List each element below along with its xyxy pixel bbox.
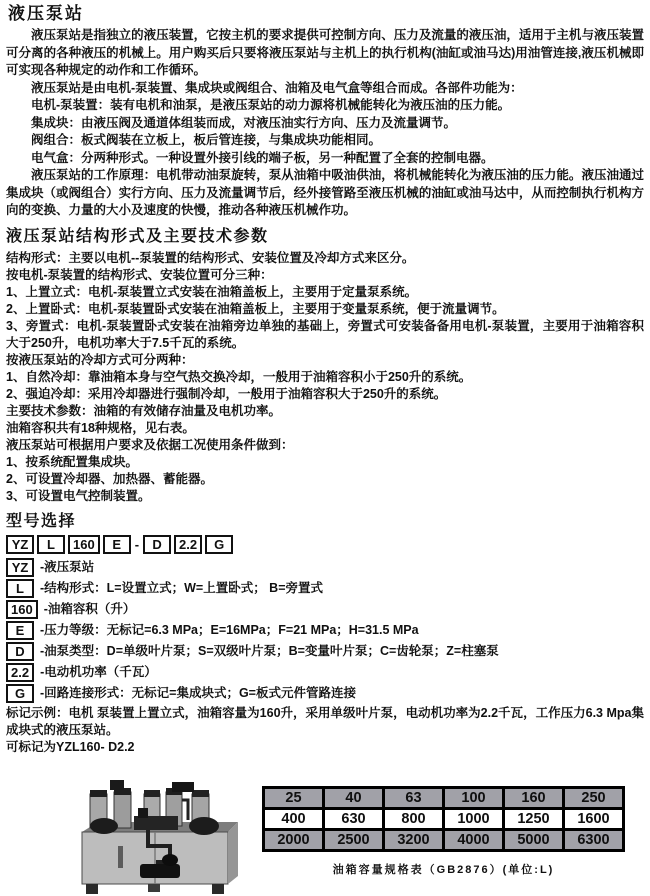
model-code bbox=[6, 535, 644, 555]
table-cell: 800 bbox=[384, 808, 444, 829]
component-text: 分两种形式。一种设置外接引线的端子板，另一种配置了全套的控制电器。 bbox=[81, 150, 494, 165]
model-code-dash: - bbox=[134, 536, 140, 552]
table-cell: 1600 bbox=[564, 808, 624, 829]
table-cell: 1250 bbox=[504, 808, 564, 829]
table-cell: 40 bbox=[324, 787, 384, 808]
spec-line: 液压泵站可根据用户要求及依据工况使用条件做到： bbox=[6, 437, 294, 452]
model-code-box-circuit: G bbox=[205, 535, 233, 554]
model-code-box-structure: L bbox=[37, 535, 65, 554]
component-item-valve-combo bbox=[6, 132, 644, 150]
table-row bbox=[264, 787, 624, 808]
example-label: 标记示例： bbox=[6, 705, 69, 720]
pump-station-photo bbox=[52, 780, 258, 896]
spec-line: 主要技术参数：油箱的有效储存油量及电机功率。 bbox=[6, 403, 282, 418]
spec-line: 2、强迫冷却：采用冷却器进行强制冷却，一般用于油箱容积大于250升的系统。 bbox=[6, 386, 447, 401]
spec-line: 3、旁置式：电机-泵装置卧式安装在油箱旁边单独的基础上，旁置式可安装备备用电机-泵装置，主要用于油箱容积大于250升，电机功率大于7.5千瓦的系统。 bbox=[6, 318, 644, 350]
legend-row-pump-type bbox=[6, 642, 644, 661]
legend-code-box: L bbox=[6, 579, 34, 598]
bottom-section bbox=[6, 780, 644, 896]
component-item-electric-box bbox=[6, 150, 644, 168]
table-cell: 5000 bbox=[504, 829, 564, 850]
table-cell: 2500 bbox=[324, 829, 384, 850]
principle-label: 液压泵站的工作原理： bbox=[31, 168, 157, 182]
legend-desc: -结构形式：L=设置立式；W=上置卧式； B=旁置式 bbox=[40, 580, 323, 595]
section-heading-structure: 液压泵站结构形式及主要技术参数 bbox=[6, 227, 269, 245]
legend-code-box: 2.2 bbox=[6, 663, 34, 682]
spec-line: 3、可设置电气控制装置。 bbox=[6, 488, 151, 503]
component-label: 阀组合： bbox=[31, 133, 82, 147]
table-cell: 160 bbox=[504, 787, 564, 808]
component-label: 集成块： bbox=[31, 115, 82, 130]
table-cell: 2000 bbox=[264, 829, 324, 850]
table-cell: 4000 bbox=[444, 829, 504, 850]
legend-desc: -油泵类型：D=单级叶片泵；S=双级叶片泵；B=变量叶片泵；C=齿轮泵；Z=柱塞泵 bbox=[40, 643, 499, 658]
example-text: 电机 泵装置上置立式，油箱容量为160升，采用单级叶片泵，电动机功率为2.2千瓦，工作压力6.3 Mpa集成块式的液压泵站。 bbox=[6, 705, 644, 737]
model-code-box-series: YZ bbox=[6, 535, 34, 554]
spec-line: 2、可设置冷却器、加热器、蓄能器。 bbox=[6, 471, 213, 486]
principle-text: 电机带动油泵旋转，泵从油箱中吸油供油，将机械能转化为液压油的压力能。液压油通过集成块（或阀组合）实行方向、压力及流量调节后，经外接管路至液压机械的油缸或油马达中，从而控制执行机构方向的变换、力量的大小及速度的快慢，推动各种液压机械作功。 bbox=[6, 168, 644, 217]
spec-line: 2、上置卧式：电机-泵装置卧式安装在油箱盖板上，主要用于变量泵系统，便于流量调节。 bbox=[6, 301, 505, 316]
table-cell: 400 bbox=[264, 808, 324, 829]
table-cell: 6300 bbox=[564, 829, 624, 850]
component-label: 电机-泵装置： bbox=[31, 98, 111, 112]
legend-code-box: D bbox=[6, 642, 34, 661]
example-mark: 可标记为YZL160- D2.2 bbox=[6, 739, 135, 754]
spec-line: 1、自然冷却：靠油箱本身与空气热交换冷却，一般用于油箱容积小于250升的系统。 bbox=[6, 369, 472, 384]
legend-code-box: G bbox=[6, 684, 34, 703]
legend-row-structure bbox=[6, 579, 644, 598]
table-row bbox=[264, 829, 624, 850]
component-label: 电气盒： bbox=[31, 150, 82, 165]
legend-desc: -液压泵站 bbox=[40, 559, 95, 574]
spec-line: 1、按系统配置集成块。 bbox=[6, 454, 138, 469]
spec-line: 1、上置立式：电机-泵装置立式安装在油箱盖板上，主要用于定量泵系统。 bbox=[6, 284, 418, 299]
example-paragraph bbox=[6, 705, 644, 739]
spec-line: 按电机-泵装置的结构形式、安装位置可分三种： bbox=[6, 267, 273, 282]
section-heading-model: 型号选择 bbox=[6, 512, 77, 530]
table-row bbox=[264, 808, 624, 829]
spec-line: 按液压泵站的冷却方式可分两种： bbox=[6, 352, 194, 367]
legend-row-series bbox=[6, 558, 644, 577]
model-code-box-power: 2.2 bbox=[174, 535, 202, 554]
table-cell: 1000 bbox=[444, 808, 504, 829]
legend-row-circuit bbox=[6, 684, 644, 703]
component-text: 由液压阀及通道体组装而成，对液压油实行方向、压力及流量调节。 bbox=[81, 115, 457, 130]
table-cell: 63 bbox=[384, 787, 444, 808]
component-item-motor-pump bbox=[6, 97, 644, 115]
spec-line: 油箱容积共有18种规格，见右表。 bbox=[6, 420, 195, 435]
capacity-table-block bbox=[262, 786, 625, 877]
intro-paragraph-1: 液压泵站是指独立的液压装置，它按主机的要求提供可控制方向、压力及流量的液压油，适用于主机与液压装置可分离的各种液压的机械上。用户购买后只要将液压泵站与主机上的执行机构(油缸或油马达)用油管连接,液压机械即可实现各种规定的动作和工作循环。 bbox=[6, 28, 644, 77]
principle-paragraph bbox=[6, 167, 644, 220]
model-code-box-pressure: E bbox=[103, 535, 131, 554]
table-caption: 油箱容量规格表（GB2876）(单位:L) bbox=[332, 863, 555, 876]
legend-desc: -回路连接形式：无标记=集成块式；G=板式元件管路连接 bbox=[40, 685, 356, 700]
legend-row-pressure bbox=[6, 621, 644, 640]
table-cell: 250 bbox=[564, 787, 624, 808]
component-text: 板式阀装在立板上，板后管连接，与集成块功能相同。 bbox=[81, 133, 382, 147]
legend-desc: -电动机功率（千瓦） bbox=[40, 664, 157, 679]
legend-row-power bbox=[6, 663, 644, 682]
component-text: 装有电机和油泵，是液压泵站的动力源将机械能转化为液压油的压力能。 bbox=[110, 98, 511, 112]
model-code-box-volume: 160 bbox=[68, 535, 100, 554]
legend-desc: -油箱容积（升） bbox=[43, 601, 136, 616]
legend-code-box: 160 bbox=[6, 600, 38, 619]
legend-row-volume bbox=[6, 600, 644, 619]
legend-code-box: E bbox=[6, 621, 34, 640]
table-cell: 25 bbox=[264, 787, 324, 808]
table-cell: 3200 bbox=[384, 829, 444, 850]
spec-line: 结构形式：主要以电机--泵装置的结构形式、安装位置及冷却方式来区分。 bbox=[6, 250, 415, 265]
table-cell: 630 bbox=[324, 808, 384, 829]
legend-code-box: YZ bbox=[6, 558, 34, 577]
tank-capacity-table bbox=[262, 786, 625, 852]
pump-station-illustration bbox=[52, 780, 258, 896]
table-cell: 100 bbox=[444, 787, 504, 808]
legend-desc: -压力等级：无标记=6.3 MPa；E=16MPa；F=21 MPa；H=31.5 MPa bbox=[40, 622, 419, 637]
intro-paragraph-2: 液压泵站是由电机-泵装置、集成块或阀组合、油箱及电气盒等组合而成。各部件功能为： bbox=[31, 80, 523, 95]
model-code-box-pump-type: D bbox=[143, 535, 171, 554]
page-title: 液压泵站 bbox=[8, 4, 84, 23]
component-item-manifold bbox=[6, 115, 644, 133]
